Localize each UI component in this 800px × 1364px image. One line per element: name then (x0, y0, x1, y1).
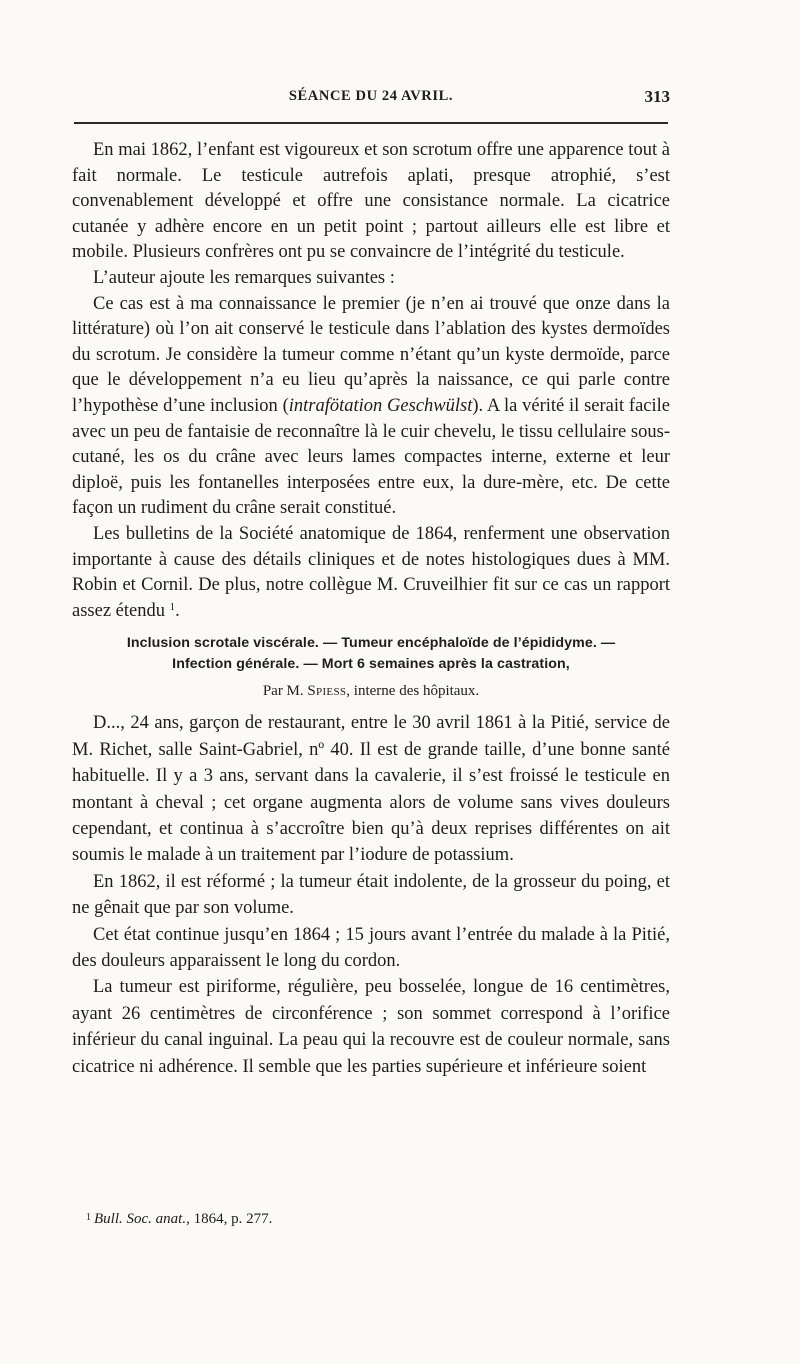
page-header (72, 88, 670, 118)
section-inclusion-case (72, 710, 670, 1080)
page-body (72, 138, 670, 1080)
running-title: SÉANCE DU 24 AVRIL. (288, 88, 454, 104)
footnote-mark: 1 (86, 1212, 91, 1223)
section-title-line: Inclusion scrotale viscérale. — Tumeur encéphaloïde de l’épididyme. — (126, 635, 616, 652)
section-case-report (72, 138, 670, 624)
footnote-detail: , 1864, p. 277. (186, 1211, 273, 1227)
paragraph (72, 522, 670, 624)
header-rule (74, 122, 668, 124)
paragraph: En 1862, il est réformé ; la tumeur était indolente, de la grosseur du poing, et ne gênait que par son volume. (72, 871, 670, 919)
section-title (72, 633, 670, 674)
footnote-source: Bull. Soc. anat. (94, 1211, 187, 1227)
footnote (86, 1208, 272, 1229)
paragraph: L’auteur ajoute les remarques suivantes : (93, 267, 395, 288)
text-run: Les bulletins de la Société anatomique de 1864, renferment une observation importante à cause des détails cliniques et de notes histologiques dues à MM. Robin et Cornil. De plus, notre collègue M. Cruveilhier fit sur ce cas un rapport assez étendu (72, 523, 670, 621)
author-byline (72, 680, 670, 702)
paragraph: Cet état continue jusqu’en 1864 ; 15 jours avant l’entrée du malade à la Pitié, des douleurs apparaissent le long du cordon. (72, 924, 670, 971)
paragraph: En mai 1862, l’enfant est vigoureux et son scrotum offre une apparence tout à fait normale. Le testicule autrefois aplati, presque atrophié, s’est convenablement développé et offre une consistance normale. La cicatrice cutanée y adhère encore en un petit point ; partout ailleurs elle est libre et mobile. Plusieurs confrères ont pu se convaincre de l’intégrité du testicule. (72, 140, 670, 263)
section-title-line: Infection générale. — Mort 6 semaines après la castration, (172, 655, 570, 672)
footnote-reference: 1 (169, 600, 176, 613)
text-run: Ce cas est à ma connaissance le premier (je n’en ai trouvé que onze dans la littérature) où l’on ait conservé le testicule dans l’ablation des kystes dermoïdes du scrotum. Je considère la tumeur comme n’étant qu’un kyste dermoïde, parce que le développement n’a eu lieu qu’après la naissance, ce qui parle contre l’hypothèse d’une inclusion ( (72, 293, 670, 416)
paragraph: D..., 24 ans, garçon de restaurant, entre le 30 avril 1861 à la Pitié, service de M. Richet, salle Saint-Gabriel, nº 40. Il est de grande taille, d’une bonne santé habituelle. Il y a 3 ans, servant dans la cavalerie, il s’est froissé le testicule en montant à cheval ; cet organe augmenta alors de volume sans vives douleurs cependant, et continua à s’accroître bien qu’à deux reprises différentes on ait soumis le malade à un traitement par l’iodure de potassium. (72, 713, 670, 866)
paragraph: La tumeur est piriforme, régulière, peu bosselée, longue de 16 centimètres, ayant 26 centimètres de circonférence ; son sommet correspond à l’orifice inférieur du canal inguinal. La peau qui la recouvre est de couleur normale, sans cicatrice ni adhérence. Il semble que les parties supérieure et inférieure soient (72, 977, 670, 1077)
byline-prefix: Par M. (262, 683, 308, 700)
byline-suffix: , interne des hôpitaux. (346, 683, 480, 700)
text-run: ). A la vérité il serait facile avec un peu de fantaisie de reconnaître là le cuir chevelu, le tissu cellulaire sous-cutané, les os du crâne avec leurs lames compactes interne, externe et leur diploë, puis les fontanelles interposées entre eux, la dure-mère, etc. De cette façon un rudiment du crâne serait constitué. (72, 395, 670, 519)
italic-term: intrafötation Geschwülst (288, 395, 473, 416)
page-number: 313 (644, 87, 670, 106)
paragraph (72, 292, 670, 522)
text-run: . (175, 600, 180, 621)
author-name: Spiess (307, 683, 347, 700)
